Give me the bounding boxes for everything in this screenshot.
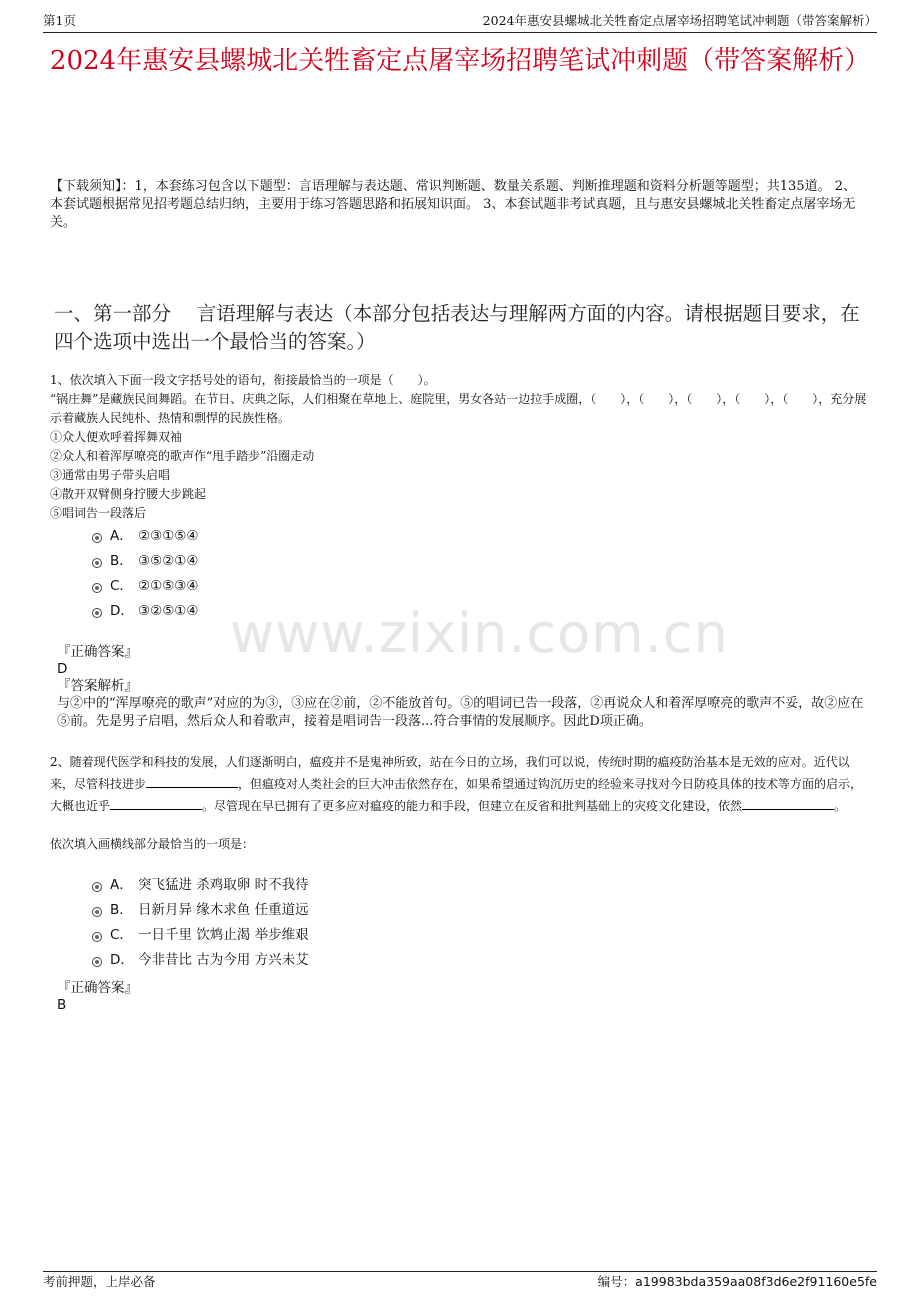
question-1: [50, 371, 868, 523]
page-title: 2024年惠安县螺城北关牲畜定点屠宰场招聘笔试冲刺题（带答案解析）: [49, 46, 871, 76]
question-1-item: ⑤唱词告一段落后: [50, 506, 147, 520]
answer-label: 『正确答案』: [57, 644, 138, 660]
footer-slogan: 考前押题，上岸必备: [43, 1274, 156, 1289]
radio-icon[interactable]: [92, 957, 102, 967]
option-a[interactable]: A． ②③①⑤④: [92, 524, 199, 549]
question-2-prompt: 依次填入画横线部分最恰当的一项是：: [50, 837, 255, 851]
question-2: [50, 751, 868, 855]
download-notice: 【下载须知】：1，本套练习包含以下题型：言语理解与表达题、常识判断题、数量关系题、判断推理题和资料分析题等题型；共135道。 2、本套试题根据常见招考题总结归纳，主要用于练习答题思路和拓展知识面。 3、本套试题非考试真题，且与惠安县螺城北关牲畜定点屠宰场无关。: [50, 179, 856, 230]
option-b[interactable]: B． 日新月异 缘木求鱼 任重道远: [92, 898, 309, 923]
question-2-options: [92, 873, 309, 973]
answer-value: B: [57, 997, 67, 1013]
radio-icon[interactable]: [92, 608, 102, 618]
question-1-item: ①众人便欢呼着挥舞双袖: [50, 430, 183, 444]
question-1-stem: 1、依次填入下面一段文字括号处的语句，衔接最恰当的一项是（ ）。: [50, 373, 436, 387]
question-1-passage: “锅庄舞”是藏族民间舞蹈。在节日、庆典之际，人们相聚在草地上、庭院里，男女各站一边拉手成圈，（ ），（ ），（ ），（ ），（ ），充分展示着藏族人民纯朴、热情和剽悍的民族性格。: [50, 392, 867, 425]
option-d[interactable]: D． ③②⑤①④: [92, 599, 199, 624]
page-number: 第1页: [43, 13, 76, 28]
page-footer: [43, 1271, 877, 1289]
option-c[interactable]: C． 一日千里 饮鸩止渴 举步维艰: [92, 923, 309, 948]
radio-icon[interactable]: [92, 583, 102, 593]
question-1-item: ④散开双臂侧身拧腰大步跳起: [50, 487, 207, 501]
answer-label: 『正确答案』: [57, 980, 138, 996]
question-1-item: ②众人和着浑厚嘹亮的歌声作“甩手踏步”沿圈走动: [50, 449, 315, 463]
page-header: [43, 10, 877, 33]
fill-blank: [742, 797, 834, 810]
section-heading: 一、第一部分 言语理解与表达（本部分包括表达与理解两方面的内容。请根据题目要求，在四个选项中选出一个最恰当的答案。）: [54, 302, 860, 353]
option-a[interactable]: A． 突飞猛进 杀鸡取卵 时不我待: [92, 873, 309, 898]
fill-blank: [146, 775, 238, 788]
radio-icon[interactable]: [92, 907, 102, 917]
analysis-text: 与②中的“浑厚嘹亮的歌声”对应的为③，③应在②前，②不能放首句。⑤的唱词已告一段落，②再说众人和着浑厚嘹亮的歌声不妥，故②应在⑤前。先是男子启唱，然后众人和着歌声，接着是唱词告一段落...符合事情的发展顺序。因此D项正确。: [57, 696, 864, 729]
radio-icon[interactable]: [92, 882, 102, 892]
question-2-stem: 2、随着现代医学和科技的发展，人们逐渐明白，瘟疫并不是鬼神所致，站在今日的立场，我们可以说，传统时期的瘟疫防治基本是无效的应对。近代以来，尽管科技进步 ，但瘟疫对人类社会的巨大冲击依然存在，如果希望通过钩沉历史的经验来寻找对今日防疫具体的技术等方面的启示，大概也近乎 。尽管现在早已拥有了更多应对瘟疫的能力和手段，但建立在反省和批判基础上的灾疫文化建设，依然 。: [50, 755, 863, 813]
fill-blank: [110, 797, 202, 810]
question-1-item: ③通常由男子带头启唱: [50, 468, 171, 482]
radio-icon[interactable]: [92, 533, 102, 543]
watermark: www.zixin.com.cn: [230, 602, 729, 665]
question-1-answer-block: [57, 644, 868, 731]
radio-icon[interactable]: [92, 558, 102, 568]
option-c[interactable]: C． ②①⑤③④: [92, 574, 199, 599]
option-d[interactable]: D． 今非昔比 古为今用 方兴未艾: [92, 948, 309, 973]
option-b[interactable]: B． ③⑤②①④: [92, 549, 199, 574]
radio-icon[interactable]: [92, 932, 102, 942]
answer-value: D: [57, 661, 68, 677]
question-1-options: [92, 524, 199, 624]
question-2-answer-block: [57, 980, 868, 1014]
header-doc-title: 2024年惠安县螺城北关牲畜定点屠宰场招聘笔试冲刺题（带答案解析）: [482, 13, 877, 28]
analysis-label: 『答案解析』: [57, 678, 138, 694]
footer-code: 编号：a19983bda359aa08f3d6e2f91160e5fe: [597, 1274, 877, 1289]
